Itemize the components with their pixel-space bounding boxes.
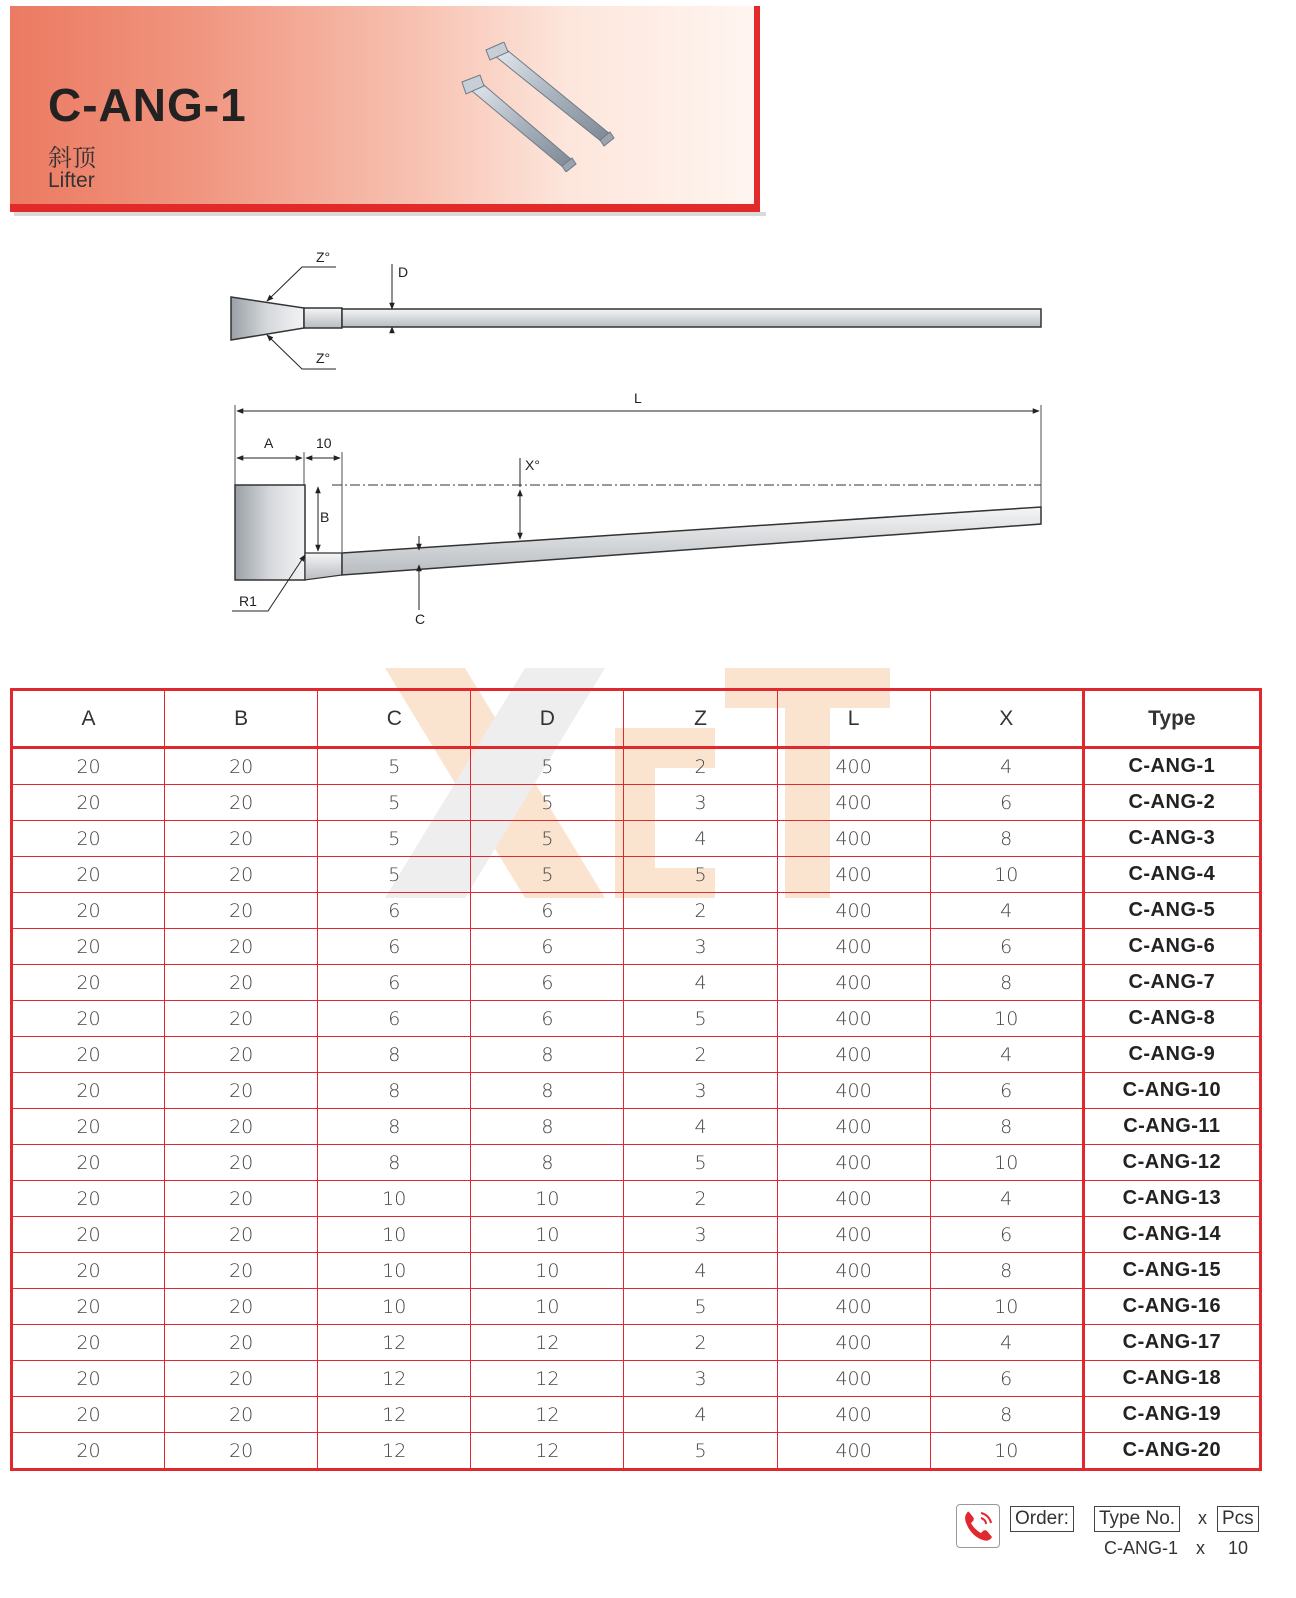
- table-cell-z: 3: [624, 929, 777, 965]
- table-cell-a: 20: [12, 1145, 165, 1181]
- table-cell-c: 12: [318, 1397, 471, 1433]
- table-cell-z: 2: [624, 748, 777, 785]
- table-cell-d: 12: [471, 1433, 624, 1470]
- times-symbol: x: [1198, 1508, 1207, 1528]
- table-header-row: [12, 690, 1261, 748]
- table-cell-c: 12: [318, 1361, 471, 1397]
- table-cell-c: 8: [318, 1037, 471, 1073]
- table-cell-x: 8: [930, 821, 1083, 857]
- table-cell-z: 2: [624, 1037, 777, 1073]
- table-cell-d: 6: [471, 929, 624, 965]
- table-cell-b: 20: [165, 1001, 318, 1037]
- table-row: [12, 821, 1261, 857]
- table-row: [12, 965, 1261, 1001]
- table-cell-c: 8: [318, 1109, 471, 1145]
- table-cell-type: C-ANG-1: [1083, 748, 1260, 785]
- header-x: X: [930, 690, 1083, 748]
- table-cell-c: 8: [318, 1145, 471, 1181]
- table-cell-c: 5: [318, 857, 471, 893]
- table-cell-d: 10: [471, 1289, 624, 1325]
- table-cell-c: 10: [318, 1253, 471, 1289]
- table-cell-b: 20: [165, 929, 318, 965]
- table-cell-type: C-ANG-19: [1083, 1397, 1260, 1433]
- table-cell-d: 12: [471, 1325, 624, 1361]
- table-cell-b: 20: [165, 1433, 318, 1470]
- label-r1: R1: [239, 593, 257, 609]
- table-cell-z: 5: [624, 1145, 777, 1181]
- table-cell-d: 10: [471, 1181, 624, 1217]
- label-z-bottom: Z°: [316, 350, 331, 366]
- table-cell-c: 5: [318, 785, 471, 821]
- table-cell-x: 8: [930, 1397, 1083, 1433]
- table-cell-b: 20: [165, 1397, 318, 1433]
- table-cell-type: C-ANG-5: [1083, 893, 1260, 929]
- table-cell-c: 5: [318, 821, 471, 857]
- table-cell-x: 6: [930, 1217, 1083, 1253]
- technical-drawing: [220, 240, 1060, 640]
- table-cell-c: 10: [318, 1289, 471, 1325]
- table-cell-a: 20: [12, 1073, 165, 1109]
- table-row: [12, 857, 1261, 893]
- table-cell-d: 8: [471, 1073, 624, 1109]
- table-row: [12, 748, 1261, 785]
- table-cell-d: 6: [471, 893, 624, 929]
- table-cell-x: 8: [930, 1253, 1083, 1289]
- table-row: [12, 893, 1261, 929]
- table-cell-z: 4: [624, 965, 777, 1001]
- table-row: [12, 1253, 1261, 1289]
- table-cell-z: 3: [624, 1073, 777, 1109]
- side-body: [342, 507, 1041, 575]
- table-cell-type: C-ANG-11: [1083, 1109, 1260, 1145]
- table-cell-l: 400: [777, 1037, 930, 1073]
- table-cell-x: 10: [930, 1433, 1083, 1470]
- pcs-label: Pcs: [1217, 1506, 1259, 1532]
- table-cell-a: 20: [12, 1253, 165, 1289]
- table-cell-x: 10: [930, 857, 1083, 893]
- table-cell-z: 4: [624, 1109, 777, 1145]
- table-cell-d: 5: [471, 857, 624, 893]
- table-cell-d: 12: [471, 1361, 624, 1397]
- label-c: C: [415, 611, 426, 627]
- table-cell-type: C-ANG-16: [1083, 1289, 1260, 1325]
- table-cell-x: 10: [930, 1289, 1083, 1325]
- label-b: B: [320, 509, 330, 525]
- table-body: [12, 748, 1261, 1470]
- table-cell-type: C-ANG-9: [1083, 1037, 1260, 1073]
- table-cell-d: 6: [471, 1001, 624, 1037]
- table-row: [12, 1217, 1261, 1253]
- table-cell-a: 20: [12, 857, 165, 893]
- table-cell-x: 4: [930, 893, 1083, 929]
- table-cell-l: 400: [777, 1181, 930, 1217]
- table-cell-b: 20: [165, 748, 318, 785]
- table-cell-c: 6: [318, 893, 471, 929]
- lifter-rod-upper: [486, 42, 614, 146]
- table-cell-l: 400: [777, 1361, 930, 1397]
- header-b: B: [165, 690, 318, 748]
- table-cell-l: 400: [777, 893, 930, 929]
- table-cell-z: 5: [624, 1433, 777, 1470]
- table-cell-c: 8: [318, 1073, 471, 1109]
- table-row: [12, 1073, 1261, 1109]
- table-cell-b: 20: [165, 1073, 318, 1109]
- table-cell-d: 5: [471, 821, 624, 857]
- table-cell-x: 6: [930, 1361, 1083, 1397]
- header-a: A: [12, 690, 165, 748]
- table-cell-c: 6: [318, 965, 471, 1001]
- table-cell-type: C-ANG-12: [1083, 1145, 1260, 1181]
- table-cell-l: 400: [777, 1001, 930, 1037]
- banner-border-bottom: [10, 204, 760, 212]
- table-cell-x: 4: [930, 748, 1083, 785]
- table-cell-z: 3: [624, 1361, 777, 1397]
- table-cell-c: 6: [318, 1001, 471, 1037]
- table-row: [12, 1397, 1261, 1433]
- table-cell-x: 6: [930, 929, 1083, 965]
- table-cell-z: 5: [624, 1289, 777, 1325]
- table-cell-x: 4: [930, 1325, 1083, 1361]
- table-cell-d: 6: [471, 965, 624, 1001]
- table-cell-c: 10: [318, 1217, 471, 1253]
- table-cell-l: 400: [777, 1289, 930, 1325]
- table-cell-l: 400: [777, 1397, 930, 1433]
- top-head: [231, 297, 304, 340]
- table-cell-l: 400: [777, 1217, 930, 1253]
- table-row: [12, 1109, 1261, 1145]
- order-example-qty: 10: [1228, 1538, 1249, 1558]
- table-cell-x: 4: [930, 1181, 1083, 1217]
- table-cell-l: 400: [777, 929, 930, 965]
- table-cell-l: 400: [777, 1325, 930, 1361]
- table-cell-l: 400: [777, 1073, 930, 1109]
- table-cell-d: 8: [471, 1109, 624, 1145]
- table-cell-a: 20: [12, 785, 165, 821]
- order-example-type: C-ANG-1: [1104, 1538, 1179, 1558]
- table-row: [12, 1001, 1261, 1037]
- table-cell-z: 5: [624, 1001, 777, 1037]
- table-cell-l: 400: [777, 1433, 930, 1470]
- table-cell-type: C-ANG-7: [1083, 965, 1260, 1001]
- table-cell-a: 20: [12, 1361, 165, 1397]
- subtitle-chinese: 斜顶: [48, 144, 96, 172]
- label-d: D: [398, 264, 409, 280]
- table-cell-type: C-ANG-17: [1083, 1325, 1260, 1361]
- table-cell-x: 10: [930, 1001, 1083, 1037]
- table-cell-l: 400: [777, 748, 930, 785]
- table-cell-a: 20: [12, 1181, 165, 1217]
- table-cell-z: 4: [624, 1397, 777, 1433]
- table-cell-x: 8: [930, 1109, 1083, 1145]
- table-cell-a: 20: [12, 748, 165, 785]
- table-cell-a: 20: [12, 1001, 165, 1037]
- table-row: [12, 1325, 1261, 1361]
- table-cell-c: 6: [318, 929, 471, 965]
- side-neck: [305, 553, 342, 580]
- table-row: [12, 1289, 1261, 1325]
- table-cell-b: 20: [165, 893, 318, 929]
- table-row: [12, 785, 1261, 821]
- table-cell-b: 20: [165, 785, 318, 821]
- table-cell-l: 400: [777, 821, 930, 857]
- header-c: C: [318, 690, 471, 748]
- table-cell-z: 2: [624, 1325, 777, 1361]
- table-cell-a: 20: [12, 893, 165, 929]
- table-cell-b: 20: [165, 857, 318, 893]
- table-cell-d: 10: [471, 1217, 624, 1253]
- table-cell-d: 8: [471, 1145, 624, 1181]
- table-cell-type: C-ANG-4: [1083, 857, 1260, 893]
- table-cell-d: 5: [471, 748, 624, 785]
- table-cell-b: 20: [165, 821, 318, 857]
- table-cell-d: 5: [471, 785, 624, 821]
- table-cell-a: 20: [12, 821, 165, 857]
- table-cell-type: C-ANG-6: [1083, 929, 1260, 965]
- side-view: [232, 390, 1041, 627]
- table-cell-z: 5: [624, 857, 777, 893]
- label-a: A: [264, 435, 274, 451]
- table-cell-c: 12: [318, 1325, 471, 1361]
- top-view: [231, 249, 1041, 369]
- table-cell-l: 400: [777, 1145, 930, 1181]
- phone-icon: [956, 1504, 1000, 1548]
- table-cell-c: 12: [318, 1433, 471, 1470]
- table-cell-a: 20: [12, 1289, 165, 1325]
- table-cell-type: C-ANG-15: [1083, 1253, 1260, 1289]
- table-cell-x: 4: [930, 1037, 1083, 1073]
- table-cell-b: 20: [165, 1037, 318, 1073]
- order-example-times: x: [1196, 1538, 1205, 1558]
- table-cell-b: 20: [165, 1325, 318, 1361]
- table-cell-type: C-ANG-8: [1083, 1001, 1260, 1037]
- table-cell-c: 5: [318, 748, 471, 785]
- table-cell-d: 10: [471, 1253, 624, 1289]
- page-title: C-ANG-1: [48, 79, 247, 131]
- table-cell-a: 20: [12, 1037, 165, 1073]
- subtitle-english: Lifter: [48, 169, 95, 192]
- table-row: [12, 1433, 1261, 1470]
- table-cell-b: 20: [165, 1289, 318, 1325]
- table-cell-type: C-ANG-2: [1083, 785, 1260, 821]
- table-cell-type: C-ANG-14: [1083, 1217, 1260, 1253]
- order-label: Order:: [1010, 1506, 1074, 1532]
- table-cell-z: 4: [624, 821, 777, 857]
- table-cell-a: 20: [12, 1397, 165, 1433]
- table-cell-c: 10: [318, 1181, 471, 1217]
- table-cell-type: C-ANG-10: [1083, 1073, 1260, 1109]
- table-cell-type: C-ANG-18: [1083, 1361, 1260, 1397]
- table-cell-d: 8: [471, 1037, 624, 1073]
- lifter-rod-lower: [462, 75, 576, 172]
- table-cell-l: 400: [777, 1253, 930, 1289]
- order-info: [956, 1502, 1276, 1562]
- product-photo: [450, 42, 620, 172]
- table-row: [12, 1181, 1261, 1217]
- table-cell-a: 20: [12, 1109, 165, 1145]
- table-row: [12, 1037, 1261, 1073]
- table-cell-d: 12: [471, 1397, 624, 1433]
- table-cell-a: 20: [12, 929, 165, 965]
- header-z: Z: [624, 690, 777, 748]
- table-cell-z: 2: [624, 1181, 777, 1217]
- table-cell-b: 20: [165, 1109, 318, 1145]
- table-cell-l: 400: [777, 857, 930, 893]
- table-cell-l: 400: [777, 1109, 930, 1145]
- table-cell-type: C-ANG-3: [1083, 821, 1260, 857]
- table-cell-x: 10: [930, 1145, 1083, 1181]
- label-x: X°: [525, 457, 540, 473]
- label-l: L: [634, 390, 642, 406]
- side-head: [235, 485, 305, 580]
- table-cell-a: 20: [12, 1217, 165, 1253]
- top-shaft: [342, 309, 1041, 327]
- header-l: L: [777, 690, 930, 748]
- table-cell-z: 2: [624, 893, 777, 929]
- table-cell-b: 20: [165, 1361, 318, 1397]
- table-cell-a: 20: [12, 1325, 165, 1361]
- table-cell-b: 20: [165, 965, 318, 1001]
- label-z-top: Z°: [316, 249, 331, 265]
- table-cell-a: 20: [12, 965, 165, 1001]
- table-cell-type: C-ANG-20: [1083, 1433, 1260, 1470]
- table-cell-x: 6: [930, 785, 1083, 821]
- header-d: D: [471, 690, 624, 748]
- top-neck: [304, 308, 342, 328]
- header-type: Type: [1083, 690, 1260, 748]
- table-row: [12, 1361, 1261, 1397]
- table-cell-a: 20: [12, 1433, 165, 1470]
- table-cell-z: 3: [624, 1217, 777, 1253]
- table-cell-b: 20: [165, 1217, 318, 1253]
- table-cell-b: 20: [165, 1253, 318, 1289]
- table-cell-b: 20: [165, 1145, 318, 1181]
- header-banner: [10, 6, 764, 210]
- table-cell-l: 400: [777, 965, 930, 1001]
- table-row: [12, 1145, 1261, 1181]
- table-cell-z: 4: [624, 1253, 777, 1289]
- table-cell-type: C-ANG-13: [1083, 1181, 1260, 1217]
- table-cell-x: 6: [930, 1073, 1083, 1109]
- table-cell-b: 20: [165, 1181, 318, 1217]
- z-top-leader: [267, 267, 336, 301]
- table-cell-z: 3: [624, 785, 777, 821]
- type-no-label: Type No.: [1094, 1506, 1180, 1532]
- banner-shadow: [14, 212, 766, 216]
- banner-border-right: [754, 6, 760, 212]
- label-ten: 10: [316, 435, 332, 451]
- table-row: [12, 929, 1261, 965]
- table-cell-x: 8: [930, 965, 1083, 1001]
- spec-table: [10, 688, 1262, 1471]
- table-cell-l: 400: [777, 785, 930, 821]
